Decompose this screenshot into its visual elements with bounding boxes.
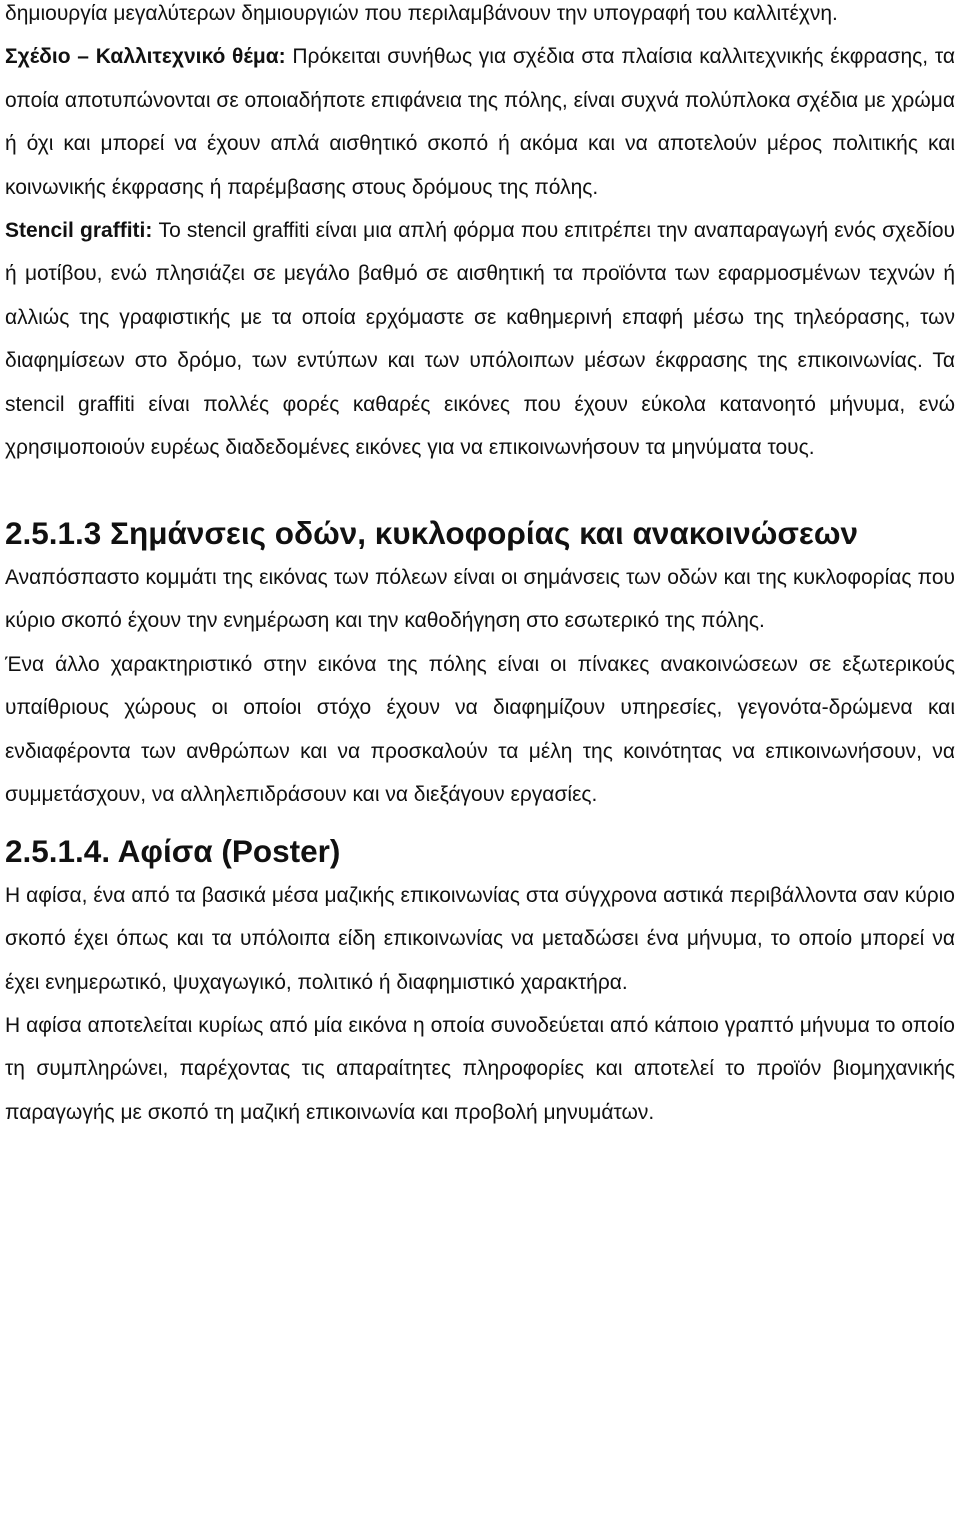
intro-paragraph: δημιουργία μεγαλύτερων δημιουργιών που περιλαμβάνουν την υπογραφή του καλλιτέχνη. (5, 2, 838, 25)
section-spacer (5, 469, 955, 512)
poster-paragraph-2: Η αφίσα αποτελείται κυρίως από μία εικόνα η οποία συνοδεύεται από κάποιο γραπτό μήνυμα το οποίο τη συμπληρώνει, παρέχοντας τις απαραίτητες πληροφορίες και αποτελεί το προϊόν βιομηχανικής παραγωγής με σκοπό τη μαζική επικοινωνία και προβολή μηνυμάτων. (5, 1013, 955, 1124)
section-heading-signs: 2.5.1.3 Σημάνσεις οδών, κυκλοφορίας και ανακοινώσεων (5, 515, 858, 552)
stencil-text: Το stencil graffiti είναι μια απλή φόρμα που επιτρέπει την αναπαραγωγή ενός σχεδίου ή μοτίβου, ενώ πλησιάζει σε μεγάλο βαθμό σε αισθητική τα προϊόντα των εφαρμοσμένων τεχνών ή αλλιώς της γραφιστικής με τα οποία ερχόμαστε σε καθημερινή επαφή μέσω της τηλεόρασης, των διαφημίσεων στο δρόμο, των εντύπων και των υπόλοιπων μέσων έκφρασης της επικοινωνίας. Τα stencil graffiti είναι πολλές φορές καθαρές εικόνες που έχουν εύκολα κατανοητό μήνυμα, ενώ χρησιμοποιούν ευρέως διαδεδομένες εικόνες για να επικοινωνήσουν τα μηνύματα τους. (5, 219, 955, 460)
poster-paragraph-1: Η αφίσα, ένα από τα βασικά μέσα μαζικής επικοινωνίας στα σύγχρονα αστικά περιβάλλοντα σαν κύριο σκοπό έχει όπως και τα υπόλοιπα είδη επικοινωνίας να μεταδώσει ένα μήνυμα, το οποίο μπορεί να έχει ενημερωτικό, ψυχαγωγικό, πολιτικό ή διαφημιστικό χαρακτήρα. (5, 883, 955, 994)
sketch-paragraph (5, 35, 955, 209)
stencil-paragraph (5, 209, 955, 469)
section-heading-poster: 2.5.1.4. Αφίσα (Poster) (5, 833, 341, 870)
sketch-term: Σχέδιο – Καλλιτεχνικό θέμα: (5, 45, 286, 69)
section-spacer (5, 816, 955, 830)
sketch-text: Πρόκειται συνήθως για σχέδια στα πλαίσια καλλιτεχνικής έκφρασης, τα οποία αποτυπώνονται σε οποιαδήποτε επιφάνεια της πόλης, είναι συχνά πολύπλοκα σχέδια με χρώμα ή όχι και μπορεί να έχουν απλά αισθητικό σκοπό ή ακόμα και να αποτελούν μέρος πολιτικής και κοινωνικής έκφρασης ή παρέμβασης στους δρόμους της πόλης. (5, 45, 955, 199)
signs-paragraph-1: Αναπόσπαστο κομμάτι της εικόνας των πόλεων είναι οι σημάνσεις των οδών και της κυκλοφορίας που κύριο σκοπό έχουν την ενημέρωση και την καθοδήγηση στο εσωτερικό της πόλης. (5, 565, 955, 633)
signs-paragraph-2: Ένα άλλο χαρακτηριστικό στην εικόνα της πόλης είναι οι πίνακες ανακοινώσεων σε εξωτερικούς υπαίθριους χώρους οι οποίοι στόχο έχουν να διαφημίζουν υπηρεσίες, γεγονότα-δρώμενα και ενδιαφέροντα των ανθρώπων και να προσκαλούν τα μέλη της κοινότητας να επικοινωνήσουν, να συμμετάσχουν, να αλληλεπιδράσουν και να διεξάγουν εργασίες. (5, 652, 955, 806)
document-page (5, 0, 955, 1134)
stencil-term: Stencil graffiti: (5, 219, 153, 243)
